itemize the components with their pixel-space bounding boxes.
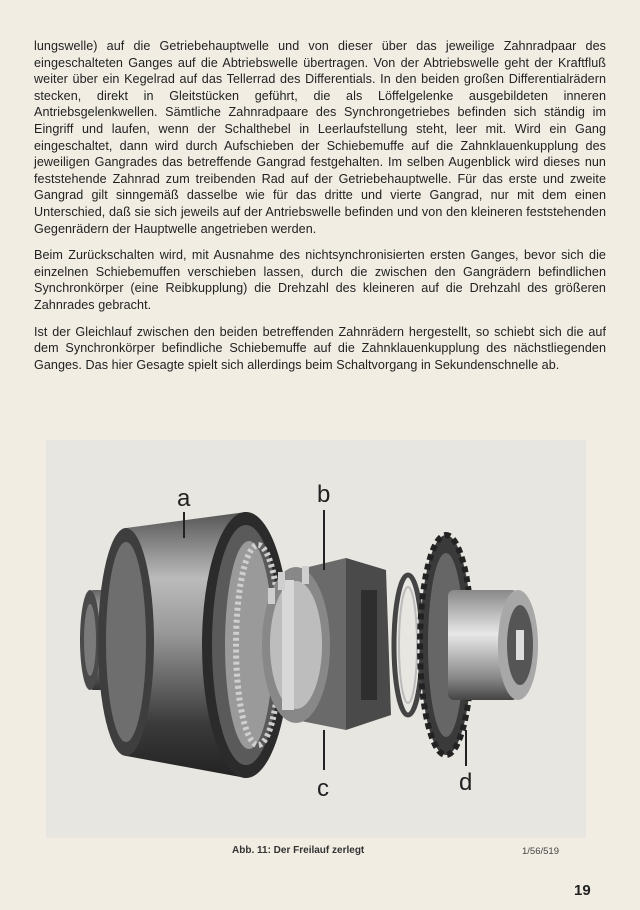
- page-number: 19: [574, 882, 591, 899]
- label-b: b: [317, 481, 331, 508]
- freewheel-figure: [46, 440, 586, 838]
- figure-caption: Abb. 11: Der Freilauf zerlegt: [232, 845, 365, 856]
- part-b-roller-cage: [262, 558, 391, 730]
- body-text: [34, 38, 606, 383]
- label-d: d: [459, 769, 473, 796]
- figure-reference: 1/56/519: [522, 846, 559, 857]
- label-c: c: [317, 775, 329, 802]
- label-a: a: [177, 485, 191, 512]
- part-a-outer-ring: [80, 512, 290, 778]
- freewheel-illustration: [46, 440, 586, 838]
- paragraph-3: Ist der Gleichlauf zwischen den beiden betreffenden Zahnrädern hergestellt, so schiebt sich die auf dem Synchronkörper befindliche Schiebemuffe auf die Zahnklauenkupplung des nächstliegenden Ganges. Das hier Gesagte spielt sich allerdings beim Schaltvorgang in Sekundenschnelle ab.: [34, 324, 606, 372]
- paragraph-2: Beim Zurückschalten wird, mit Ausnahme des nichtsynchronisierten ersten Ganges, bevor sich die einzelnen Schiebemuffen verschieben lassen, durch die zwischen den Gangrädern befindlichen Synchronkörper (eine Reibkupplung) die Drehzahl des kleineren auf die Drehzahl des größeren Zahnrades gebracht.: [34, 248, 606, 312]
- paragraph-1: lungswelle) auf die Getriebehauptwelle und von dieser über das jeweilige Zahnradpaar des eingeschalteten Ganges auf die Abtriebswelle übertragen. Von der Abtriebswelle geht der Kraftfluß weiter über ein Kegelrad auf das Tellerrad des Differentials. In den beiden großen Differentialrädern stecken, direkt in Gleitstücken geführt, die als Löffelgelenke ausgebildeten inneren Antriebsgelenkwellen. Sämtliche Zahnradpaare des Synchrongetriebes befinden sich ständig im Eingriff und laufen, wenn der Schalthebel in Leerlaufstellung steht, leer mit. Wird ein Gang eingeschaltet, dann wird durch Aufschieben der Schiebemuffe auf die Zahnklauenkupplung des jeweiligen Gangrades das betreffende Gangrad festgehalten. Im selben Augenblick wird dieses nun feststehende Zahnrad zum treibenden Rad auf der Getriebehauptwelle. Für das erste und zweite Gangrad gilt sinngemäß dasselbe wie für das dritte und vierte Gangrad, nur mit dem einen Unterschied, daß sie sich jeweils auf der Antriebswelle befinden und von den kleineren feststehenden Gegenrädern der Hauptwelle angetrieben werden.: [34, 39, 606, 236]
